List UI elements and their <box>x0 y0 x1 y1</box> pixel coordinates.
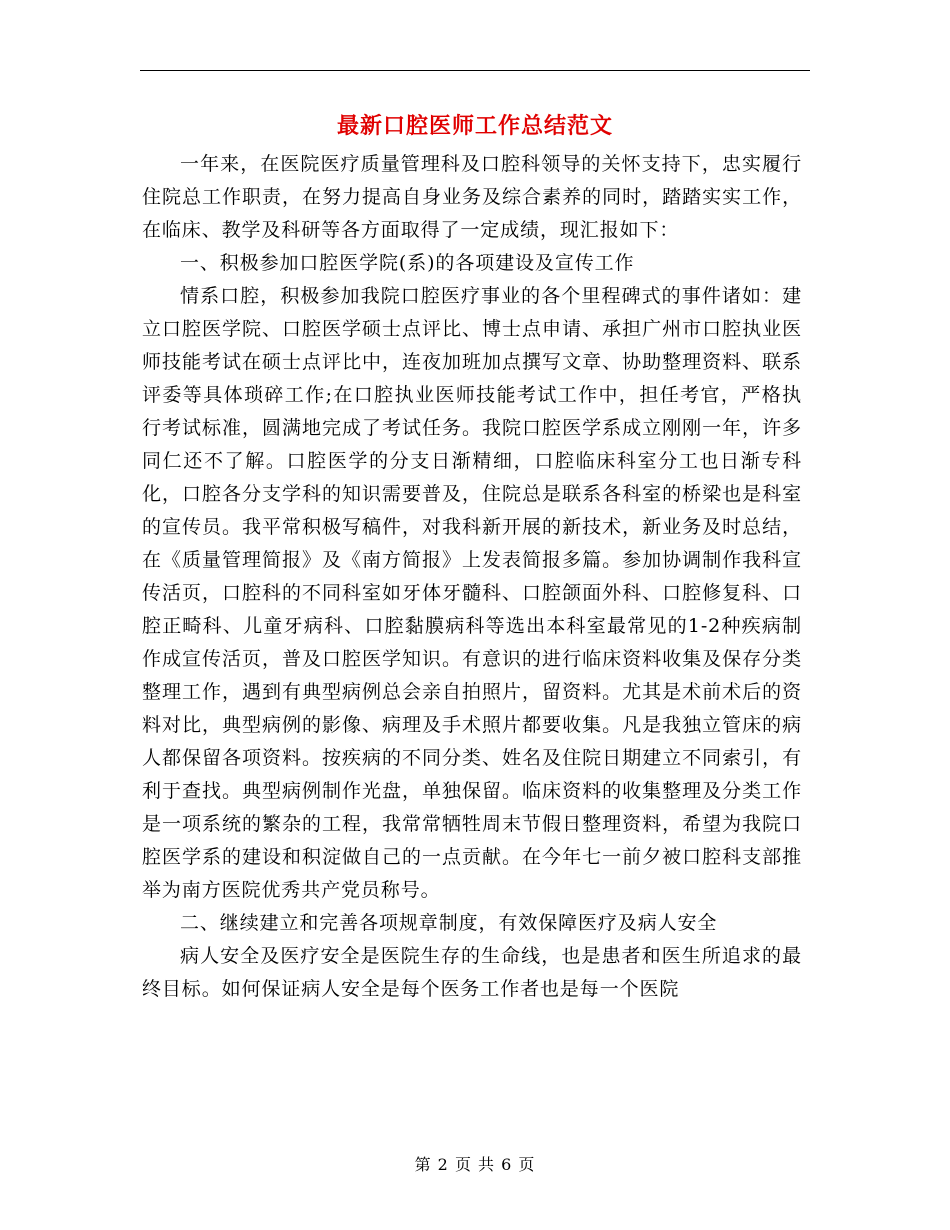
section-heading-2: 二、继续建立和完善各项规章制度，有效保障医疗及病人安全 <box>180 912 718 934</box>
header-rule <box>140 70 810 71</box>
paragraph-intro: 一年来，在医院医疗质量管理科及口腔科领导的关怀支持下，忠实履行住院总工作职责，在努力提高自身业务及综合素养的同时，踏踏实实工作，在临床、教学及科研等各方面取得了一定成绩，现汇报如下： <box>142 153 802 241</box>
page-number-footer: 第 2 页 共 6 页 <box>414 1155 536 1174</box>
paragraph-section-2: 病人安全及医疗安全是医院生存的生命线，也是患者和医生所追求的最终目标。如何保证病人安全是每个医务工作者也是每一个医院 <box>142 945 802 1000</box>
section-heading-1: 一、积极参加口腔医学院(系)的各项建设及宣传工作 <box>180 252 635 274</box>
document-body <box>142 148 802 1006</box>
paragraph-section-1: 情系口腔，积极参加我院口腔医疗事业的各个里程碑式的事件诸如：建立口腔医学院、口腔医学硕士点评比、博士点申请、承担广州市口腔执业医师技能考试在硕士点评比中，连夜加班加点撰写文章、协助整理资料、联系评委等具体琐碎工作;在口腔执业医师技能考试工作中，担任考官，严格执行考试标准，圆满地完成了考试任务。我院口腔医学系成立刚刚一年，许多同仁还不了解。口腔医学的分支日渐精细，口腔临床科室分工也日渐专科化，口腔各分支学科的知识需要普及，住院总是联系各科室的桥梁也是科室的宣传员。我平常积极写稿件，对我科新开展的新技术，新业务及时总结，在《质量管理简报》及《南方简报》上发表简报多篇。参加协调制作我科宣传活页，口腔科的不同科室如牙体牙髓科、口腔颌面外科、口腔修复科、口腔正畸科、儿童牙病科、口腔黏膜病科等选出本科室最常见的1-2种疾病制作成宣传活页，普及口腔医学知识。有意识的进行临床资料收集及保存分类整理工作，遇到有典型病例总会亲自拍照片，留资料。尤其是术前术后的资料对比，典型病例的影像、病理及手术照片都要收集。凡是我独立管床的病人都保留各项资料。按疾病的不同分类、姓名及住院日期建立不同索引，有利于查找。典型病例制作光盘，单独保留。临床资料的收集整理及分类工作是一项系统的繁杂的工程，我常常牺牲周末节假日整理资料，希望为我院口腔医学系的建设和积淀做自己的一点贡献。在今年七一前夕被口腔科支部推举为南方医院优秀共产党员称号。 <box>142 285 802 901</box>
document-title: 最新口腔医师工作总结范文 <box>336 113 613 139</box>
